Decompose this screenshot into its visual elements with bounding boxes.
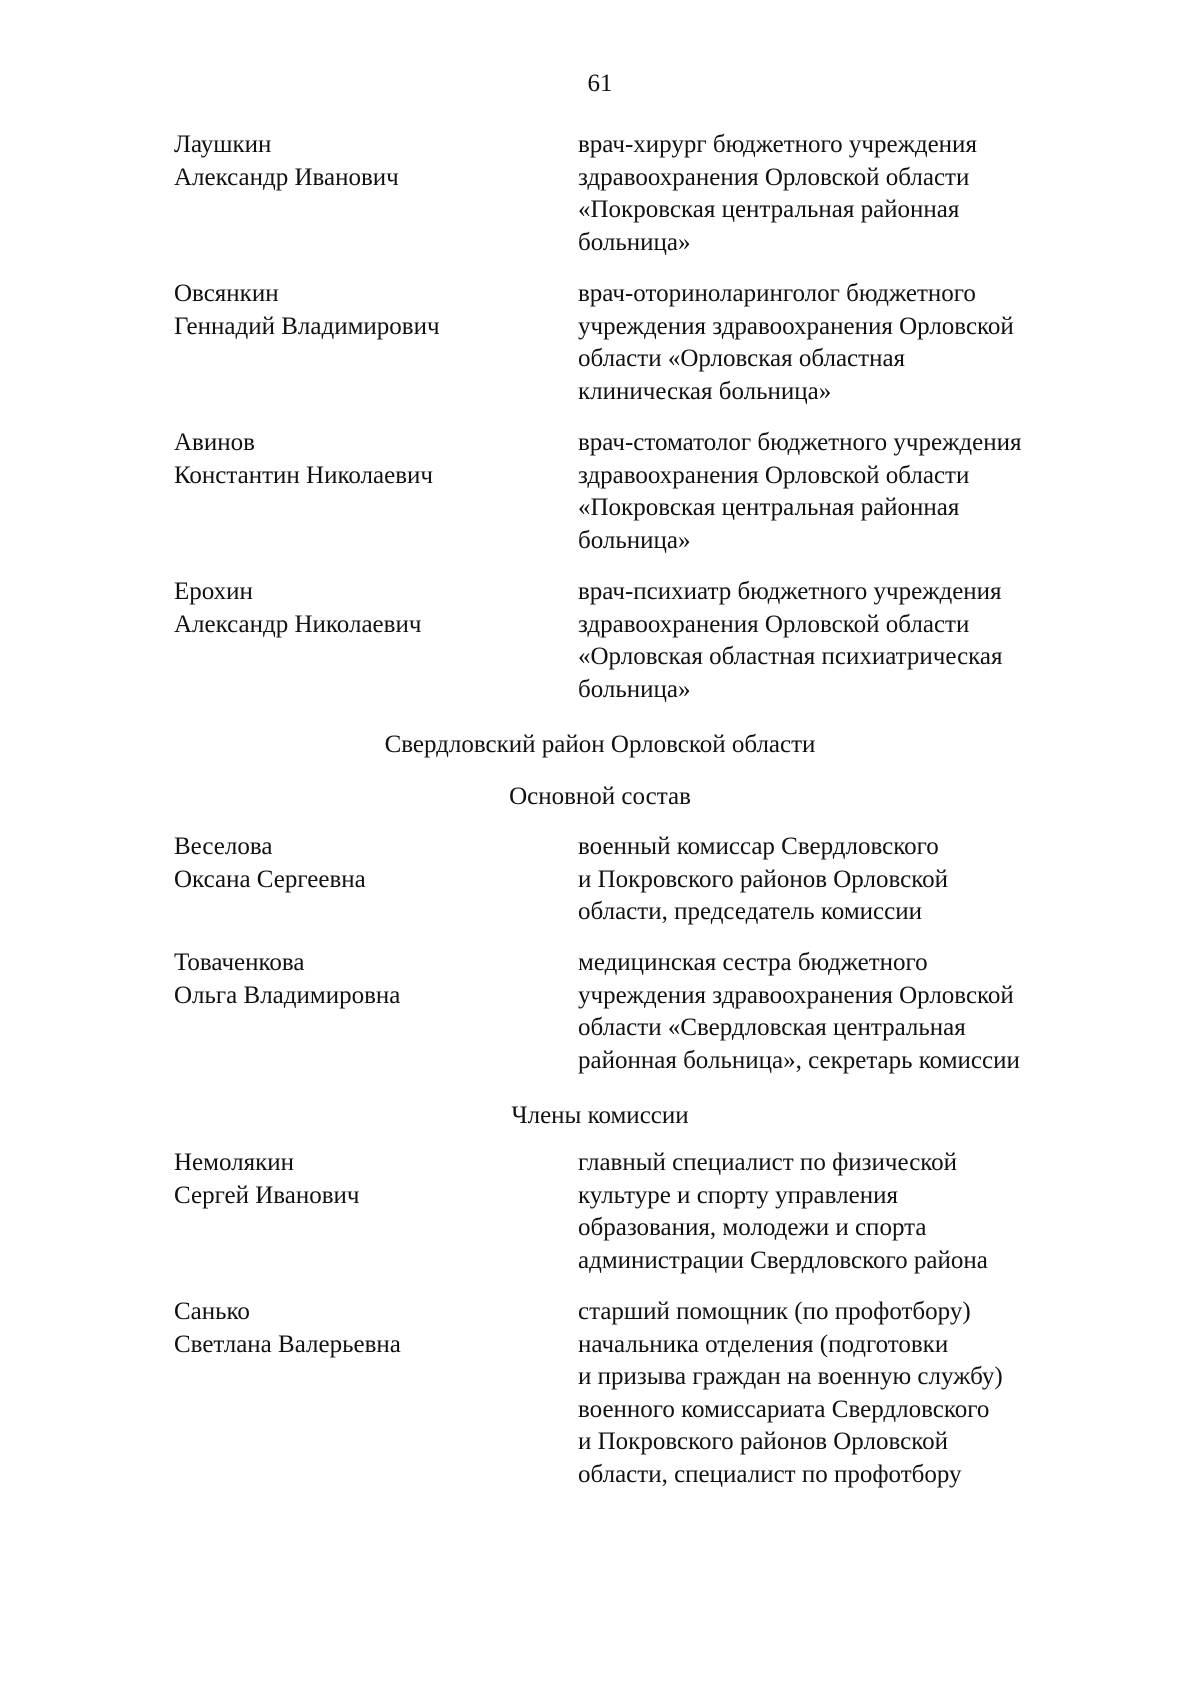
member-name [174,576,421,641]
position-line: учреждения здравоохранения Орловской [578,312,1014,340]
main-composition-heading: Основной состав [509,783,691,810]
member-surname: Овсянкин [174,280,279,307]
member-surname: Товаченкова [174,949,305,976]
member-name [174,427,433,492]
position-line: учреждения здравоохранения Орловской [578,981,1014,1009]
page-number: 61 [587,70,613,97]
position-line: больница» [578,228,691,256]
member-given-names: Ольга Владимировна [174,981,401,1009]
position-line: и Покровского районов Орловской [578,865,948,893]
district-heading: Свердловский район Орловской области [384,731,816,758]
position-line: врач-психиатр бюджетного учреждения [578,578,1002,605]
member-given-names: Светлана Валерьевна [174,1330,401,1358]
member-surname: Веселова [174,833,273,860]
member-name [174,947,400,1012]
position-line: больница» [578,675,691,703]
member-surname: Лаушкин [174,131,272,158]
position-line: врач-хирург бюджетного учреждения [578,131,977,158]
member-name [174,278,440,343]
position-line: районная больница», секретарь комиссии [578,1046,1020,1074]
position-line: медицинская сестра бюджетного [578,949,928,976]
position-line: области, председатель комиссии [578,898,922,925]
member-name [174,1296,401,1361]
member-name [174,831,366,896]
position-line: военного комиссариата Свердловского [578,1395,990,1423]
member-position [578,278,1014,408]
member-position [578,576,1003,706]
member-position [578,427,1021,557]
position-line: здравоохранения Орловской области [578,163,970,191]
position-line: начальника отделения (подготовки [578,1330,949,1358]
position-line: «Покровская центральная районная [578,196,960,223]
position-line: больница» [578,526,691,554]
position-line: образования, молодежи и спорта [578,1214,927,1241]
member-given-names: Александр Николаевич [174,610,422,638]
member-given-names: Александр Иванович [174,163,399,191]
member-given-names: Оксана Сергеевна [174,865,366,893]
member-surname: Санько [174,1298,250,1325]
member-given-names: Константин Николаевич [174,461,433,489]
position-line: культуре и спорту управления [578,1181,898,1209]
position-line: военный комиссар Свердловского [578,833,939,860]
position-line: врач-оториноларинголог бюджетного [578,280,976,307]
position-line: «Орловская областная психиатрическая [578,643,1003,670]
position-line: администрации Свердловского района [578,1246,988,1274]
member-name [174,129,399,194]
position-line: и призыва граждан на военную службу) [578,1363,1003,1390]
member-position [578,1296,1003,1491]
position-line: области «Свердловская центральная [578,1014,966,1041]
position-line: «Покровская центральная районная [578,494,960,521]
position-line: старший помощник (по профотбору) [578,1298,971,1325]
member-position [578,947,1020,1077]
member-surname: Немолякин [174,1149,295,1176]
member-surname: Авинов [174,429,255,456]
position-line: области «Орловская областная [578,345,906,372]
member-position [578,1147,988,1277]
member-position [578,831,948,929]
member-position [578,129,977,259]
member-surname: Ерохин [174,578,253,605]
members-heading: Члены комиссии [511,1102,689,1129]
position-line: здравоохранения Орловской области [578,461,970,489]
position-line: врач-стоматолог бюджетного учреждения [578,429,1022,456]
position-line: главный специалист по физической [578,1149,958,1176]
member-name [174,1147,360,1212]
position-line: клиническая больница» [578,377,832,405]
member-given-names: Сергей Иванович [174,1181,360,1209]
position-line: здравоохранения Орловской области [578,610,970,638]
position-line: области, специалист по профотбору [578,1460,962,1488]
position-line: и Покровского районов Орловской [578,1428,948,1455]
member-given-names: Геннадий Владимирович [174,312,440,340]
